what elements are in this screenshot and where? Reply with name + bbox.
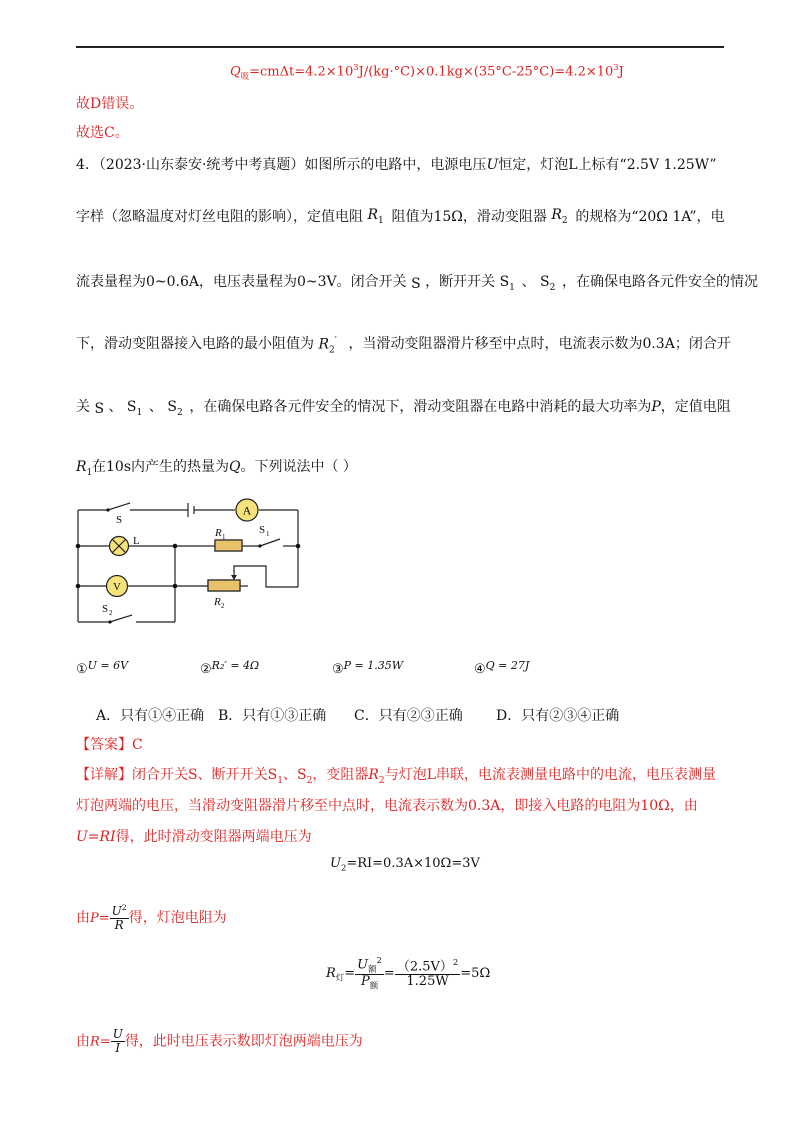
option-c: C．只有②③正确 <box>354 708 463 724</box>
svg-text:1: 1 <box>222 533 226 541</box>
statement-3: ③$^{P = 1.35W}$ <box>332 659 404 677</box>
previous-formula: $Q_吸=cm\Delta t=4.2\times 10^3J/(kg\cdot^\circ C)\times 0.1kg\times(35^\circ C-25^\circ C)=4.2\times 10^3J$ <box>230 62 624 81</box>
circuit-diagram <box>70 490 310 635</box>
equation-u2: $U_2=RI=0.3A\times 10\Omega=3V$ <box>330 856 480 873</box>
detail-line-2: 灯泡两端的电压，当滑动变阻器滑片移至中点时，电流表示数为0.3A，即接入电路的电阻为10Ω，由 <box>76 798 698 814</box>
label-r2: R <box>214 596 221 608</box>
label-lamp: L <box>133 535 140 547</box>
svg-text:2: 2 <box>109 609 113 617</box>
question-line-2: 字样（忽略温度对灯丝电阻的影响），定值电阻 $R_1$ 阻值为15Ω，滑动变阻器 $R_2$ 的规格为“20Ω 1A”，电 <box>76 207 725 226</box>
question-line-3: 流表量程为0~0.6A，电压表量程为0~3V。闭合开关 S ，断开开关 $S_1$ 、 $S_2$ ，在确保电路各元件安全的情况 <box>76 274 759 293</box>
equation-lamp-resistance: $R_灯=$ $\frac{U_额^2}{P_额}$ = $\frac{(2.5V)^2}{1.25W}$ =5Ω <box>326 955 491 991</box>
resistor-r1 <box>215 540 242 551</box>
svg-text:2: 2 <box>221 602 225 610</box>
option-b: B．只有①③正确 <box>218 708 327 724</box>
svg-text:V: V <box>113 581 121 593</box>
previous-conclusion: 故D错误。 <box>76 96 144 112</box>
detail-line-1: 【详解】闭合开关S、断开开关$S_1$、$S_2$，变阻器$R_2$与灯泡L串联，电流表测量电路中的电流，电压表测量 <box>76 767 717 786</box>
question-line-1: 4．（2023·山东泰安·统考中考真题）如图所示的电路中，电源电压U恒定，灯泡L上标有“2.5V 1.25W” <box>76 157 717 173</box>
detail-line-5: 由R= $\frac{U}{I}$ 得，此时电压表示数即灯泡两端电压为 <box>76 1027 363 1056</box>
label-s1: S <box>259 524 266 536</box>
question-line-5: 关 S 、 $S_1$ 、 $S_2$ ，在确保电路各元件安全的情况下，滑动变阻器在电路中消耗的最大功率为P，定值电阻 <box>76 399 731 418</box>
svg-text:1: 1 <box>266 530 270 538</box>
statement-4: ④$^{Q = 27J}$ <box>474 659 530 677</box>
question-line-6: $R_1$ 在10s内产生的热量为Q。下列说法中（ ） <box>76 459 357 478</box>
resistor-r2 <box>208 580 240 591</box>
label-switch-s: S <box>116 514 123 526</box>
label-r1: R <box>215 527 222 539</box>
previous-choice: 故选C。 <box>76 125 129 141</box>
statement-2: ②$^{R_2' = 4\Omega}$ <box>200 659 260 677</box>
statement-1: ①$^{U = 6V}$ <box>76 659 129 677</box>
detail-line-3: U=RI得，此时滑动变阻器两端电压为 <box>76 829 312 845</box>
label-s2: S <box>102 603 109 615</box>
answer: 【答案】C <box>76 737 143 753</box>
option-d: D．只有②③④正确 <box>496 708 620 724</box>
option-a: A．只有①④正确 <box>96 708 205 724</box>
question-line-4: 下，滑动变阻器接入电路的最小阻值为 $R_2'$ ，当滑动变阻器滑片移至中点时，电流表示数为0.3A；闭合开 <box>76 336 731 356</box>
detail-line-4: 由P= $\frac{U^2}{R}$ 得，灯泡电阻为 <box>76 903 227 933</box>
svg-text:A: A <box>242 503 252 518</box>
header-rule <box>76 46 724 48</box>
